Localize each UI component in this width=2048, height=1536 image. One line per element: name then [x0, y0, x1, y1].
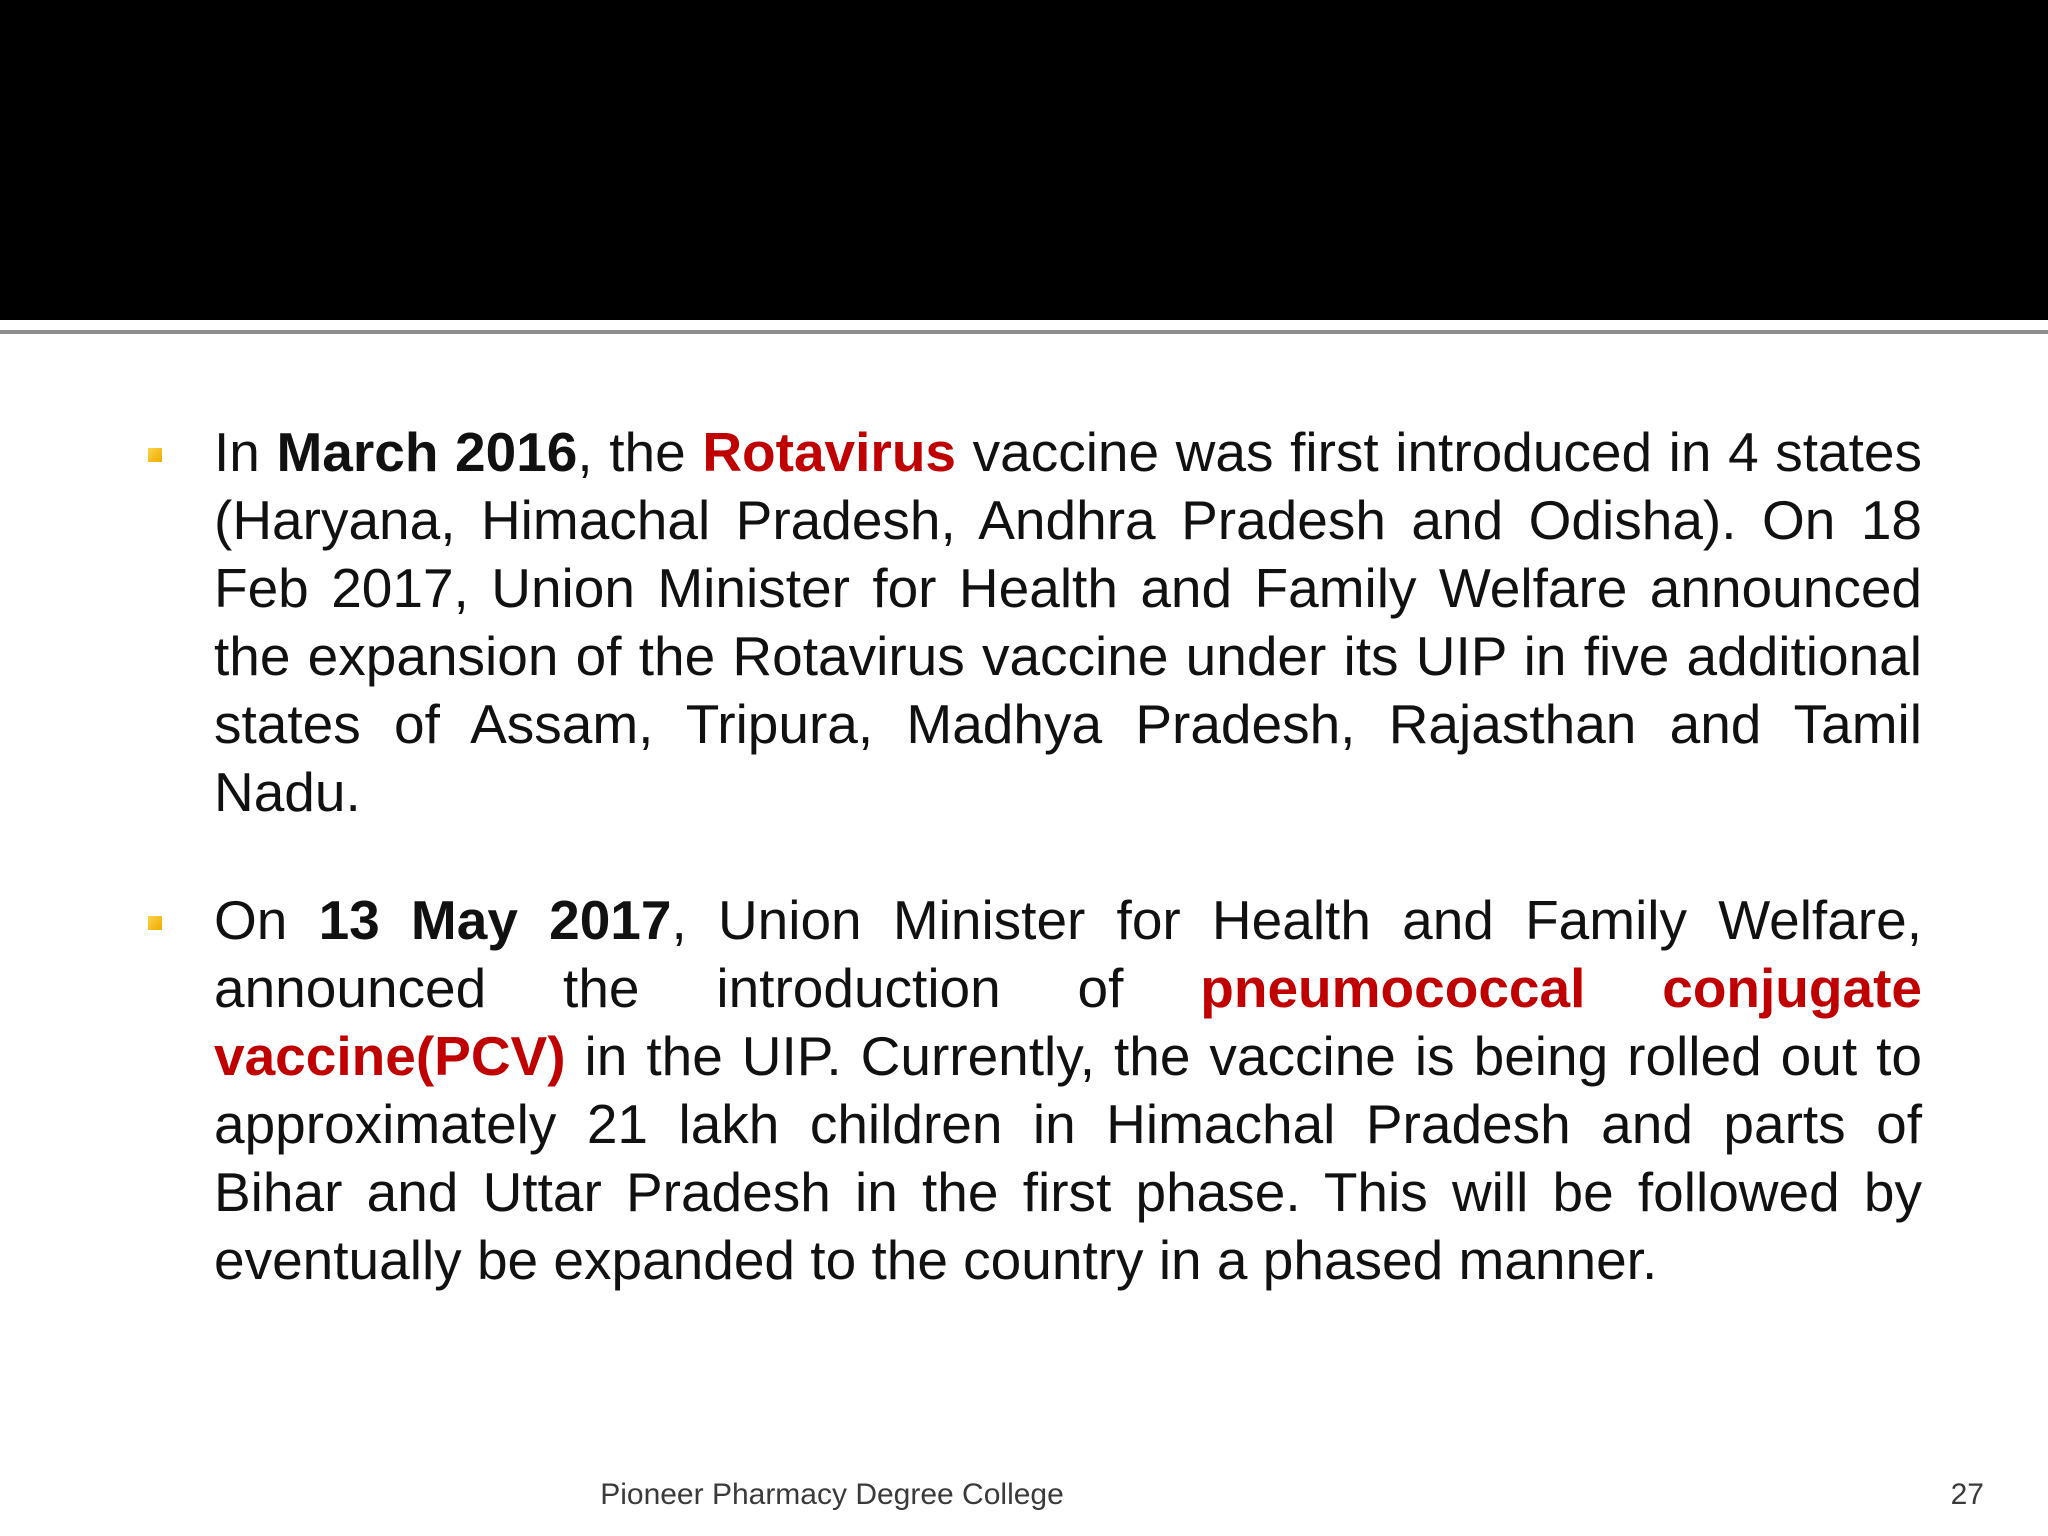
bullet-text: On [214, 889, 319, 951]
bullet-text: in the UIP. Currently, the vaccine is being rolled out to approximately 21 lakh children in Himachal Pradesh and parts of Bihar and Uttar Pradesh in the first phase. This will be followed by eventually be expanded to the country in a phased manner. [214, 1025, 1922, 1291]
footer-text: Pioneer Pharmacy Degree College [600, 1478, 1064, 1511]
slide-content [140, 418, 1922, 1294]
bullet-item-rotavirus [140, 418, 1922, 826]
square-bullet-icon [148, 448, 162, 462]
bullet-highlight: Rotavirus [702, 421, 957, 483]
title-underline [0, 330, 2048, 334]
title-bar [0, 0, 2048, 320]
bullet-text: vaccine was first introduced in 4 states (Haryana, Himachal Pradesh, Andhra Pradesh and Odisha). On 18 Feb 2017, Union Minister for Health and Family Welfare announced the expansion of the Rotavirus vaccine under its UIP in five additional states of Assam, Tripura, Madhya Pradesh, Rajasthan and Tamil Nadu. [214, 421, 1922, 823]
bullet-text: In [214, 421, 277, 483]
bullet-date: March 2016 [276, 421, 578, 483]
page-number: 27 [1950, 1478, 1984, 1511]
bullet-text: , Union Minister for Health and Family Welfare, announced the introduction of [214, 889, 1922, 1019]
footer [0, 1477, 2048, 1513]
square-bullet-icon [148, 916, 162, 930]
bullet-text: , the [577, 421, 703, 483]
bullet-item-pcv [140, 886, 1922, 1294]
bullet-date: 13 May 2017 [318, 889, 672, 951]
bullet-highlight: pneumococcal conjugate vaccine(PCV) [214, 957, 1922, 1087]
